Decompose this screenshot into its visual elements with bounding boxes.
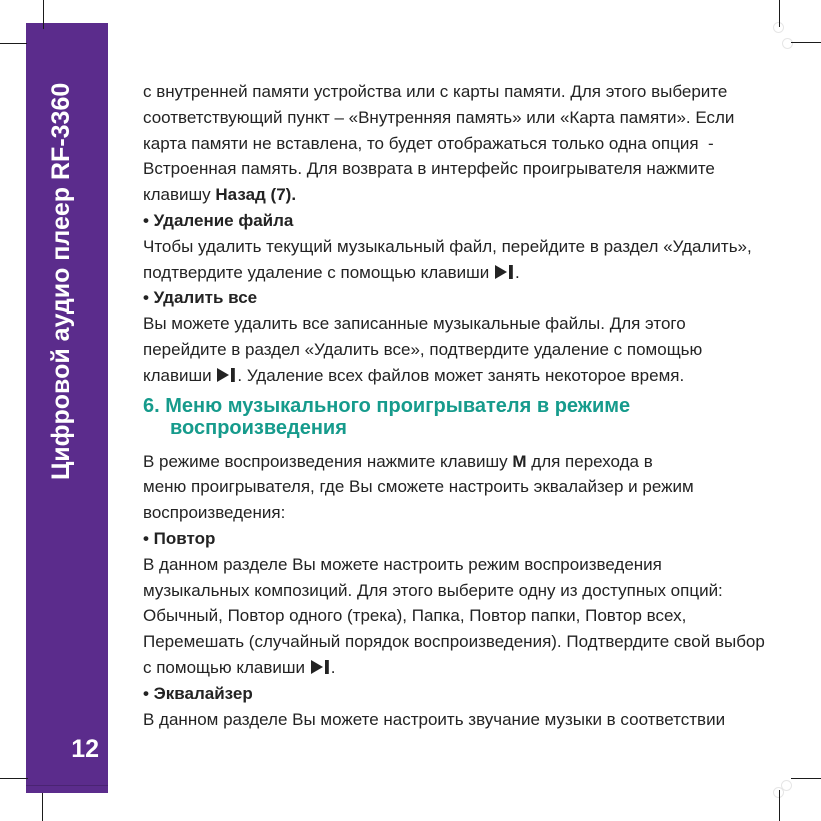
text-segment: с внутренней памяти устройства или с карты памяти. Для этого выберите (143, 82, 728, 101)
text-line (143, 260, 803, 286)
text-line (143, 526, 803, 552)
text-segment: Перемешать (случайный порядок воспроизведения). Подтвердите свой выбор (143, 632, 765, 652)
spine-trim-line (26, 785, 108, 786)
text-line (143, 603, 803, 629)
paragraph (143, 449, 803, 733)
text-line (143, 449, 803, 475)
text-segment: В данном разделе Вы можете настроить режим воспроизведения (143, 554, 662, 574)
text-segment: Чтобы удалить текущий музыкальный файл, перейдите в раздел «Удалить», (143, 236, 752, 256)
text-segment: клавишу (143, 185, 216, 205)
text-segment: клавиши (143, 365, 217, 385)
registration-circle (782, 38, 793, 49)
text-segment: Встроенная память. Для возврата в интерфейс проигрывателя нажмите (143, 159, 715, 179)
text-line (143, 182, 803, 208)
text-segment: для перехода в (526, 451, 653, 471)
text-segment: карта памяти не вставлена, то будет отображаться только одна опция - (143, 133, 714, 153)
content-column (143, 79, 803, 732)
text-segment: музыкальных композиций. Для этого выберите одну из доступных опций: (143, 580, 723, 600)
text-segment: подтвердите удаление с помощью клавиши (143, 262, 495, 282)
bold-text-segment: • Удалить все (143, 288, 258, 308)
text-line (143, 500, 803, 526)
text-line (143, 234, 803, 260)
crop-mark-top-left-horizontal (0, 43, 27, 44)
play-pause-icon (217, 368, 236, 382)
text-line (143, 707, 803, 733)
text-line (143, 131, 803, 157)
text-segment: В режиме воспроизведения нажмите клавишу (143, 451, 513, 471)
crop-mark-bottom-right-horizontal (791, 778, 821, 779)
text-line (143, 208, 803, 234)
text-line (143, 105, 803, 131)
text-line (143, 395, 803, 417)
text-segment: В данном разделе Вы можете настроить звучание музыки в соответствии (143, 709, 726, 729)
bold-text-segment: М (512, 451, 527, 471)
text-line (143, 285, 803, 311)
text-line (143, 578, 803, 604)
section-heading (143, 395, 803, 439)
spine-title: Цифровой аудио плеер RF-3360 (47, 82, 75, 480)
crop-mark-bottom-left-vertical (42, 793, 43, 821)
crop-mark-top-right-horizontal (791, 42, 821, 43)
text-line (143, 655, 803, 681)
text-segment: воспроизведения (170, 416, 347, 439)
bold-text-segment: • Эквалайзер (143, 683, 253, 703)
text-line (143, 311, 803, 337)
text-segment: Вы можете удалить все записанные музыкальные файлы. Для этого (143, 314, 686, 334)
bold-text-segment: Назад (7). (215, 185, 297, 205)
text-segment: . Удаление всех файлов может занять некоторое время. (237, 365, 685, 385)
text-segment: меню проигрывателя, где Вы сможете настроить эквалайзер и режим (143, 477, 694, 497)
bold-text-segment: • Повтор (143, 528, 216, 548)
bold-text-segment: • Удаление файла (143, 210, 294, 230)
text-segment: воспроизведения: (143, 503, 286, 523)
crop-mark-top-right-vertical (779, 0, 780, 27)
crop-mark-top-left-vertical (43, 0, 44, 29)
text-segment: соответствующий пункт – «Внутренняя память» или «Карта памяти». Если (143, 107, 735, 127)
text-line (143, 337, 803, 363)
page-number: 12 (71, 735, 99, 763)
text-segment: 6. Меню музыкального проигрывателя в режиме (143, 394, 631, 417)
text-line (143, 417, 803, 439)
text-segment: Обычный, Повтор одного (трека), Папка, Повтор папки, Повтор всех, (143, 606, 687, 626)
text-line (143, 363, 803, 389)
text-segment: . (515, 262, 520, 282)
text-segment: . (330, 657, 336, 677)
text-line (143, 681, 803, 707)
text-line (143, 156, 803, 182)
text-segment: с помощью клавиши (143, 657, 310, 677)
play-pause-icon (311, 660, 330, 674)
text-line (143, 474, 803, 500)
play-pause-icon (495, 265, 514, 279)
text-line (143, 79, 803, 105)
text-segment: перейдите в раздел «Удалить все», подтвердите удаление с помощью (143, 339, 703, 359)
paragraph (143, 79, 803, 389)
text-line (143, 552, 803, 578)
crop-mark-bottom-left-horizontal (0, 778, 28, 779)
text-line (143, 629, 803, 655)
crop-mark-bottom-right-vertical (779, 790, 780, 821)
